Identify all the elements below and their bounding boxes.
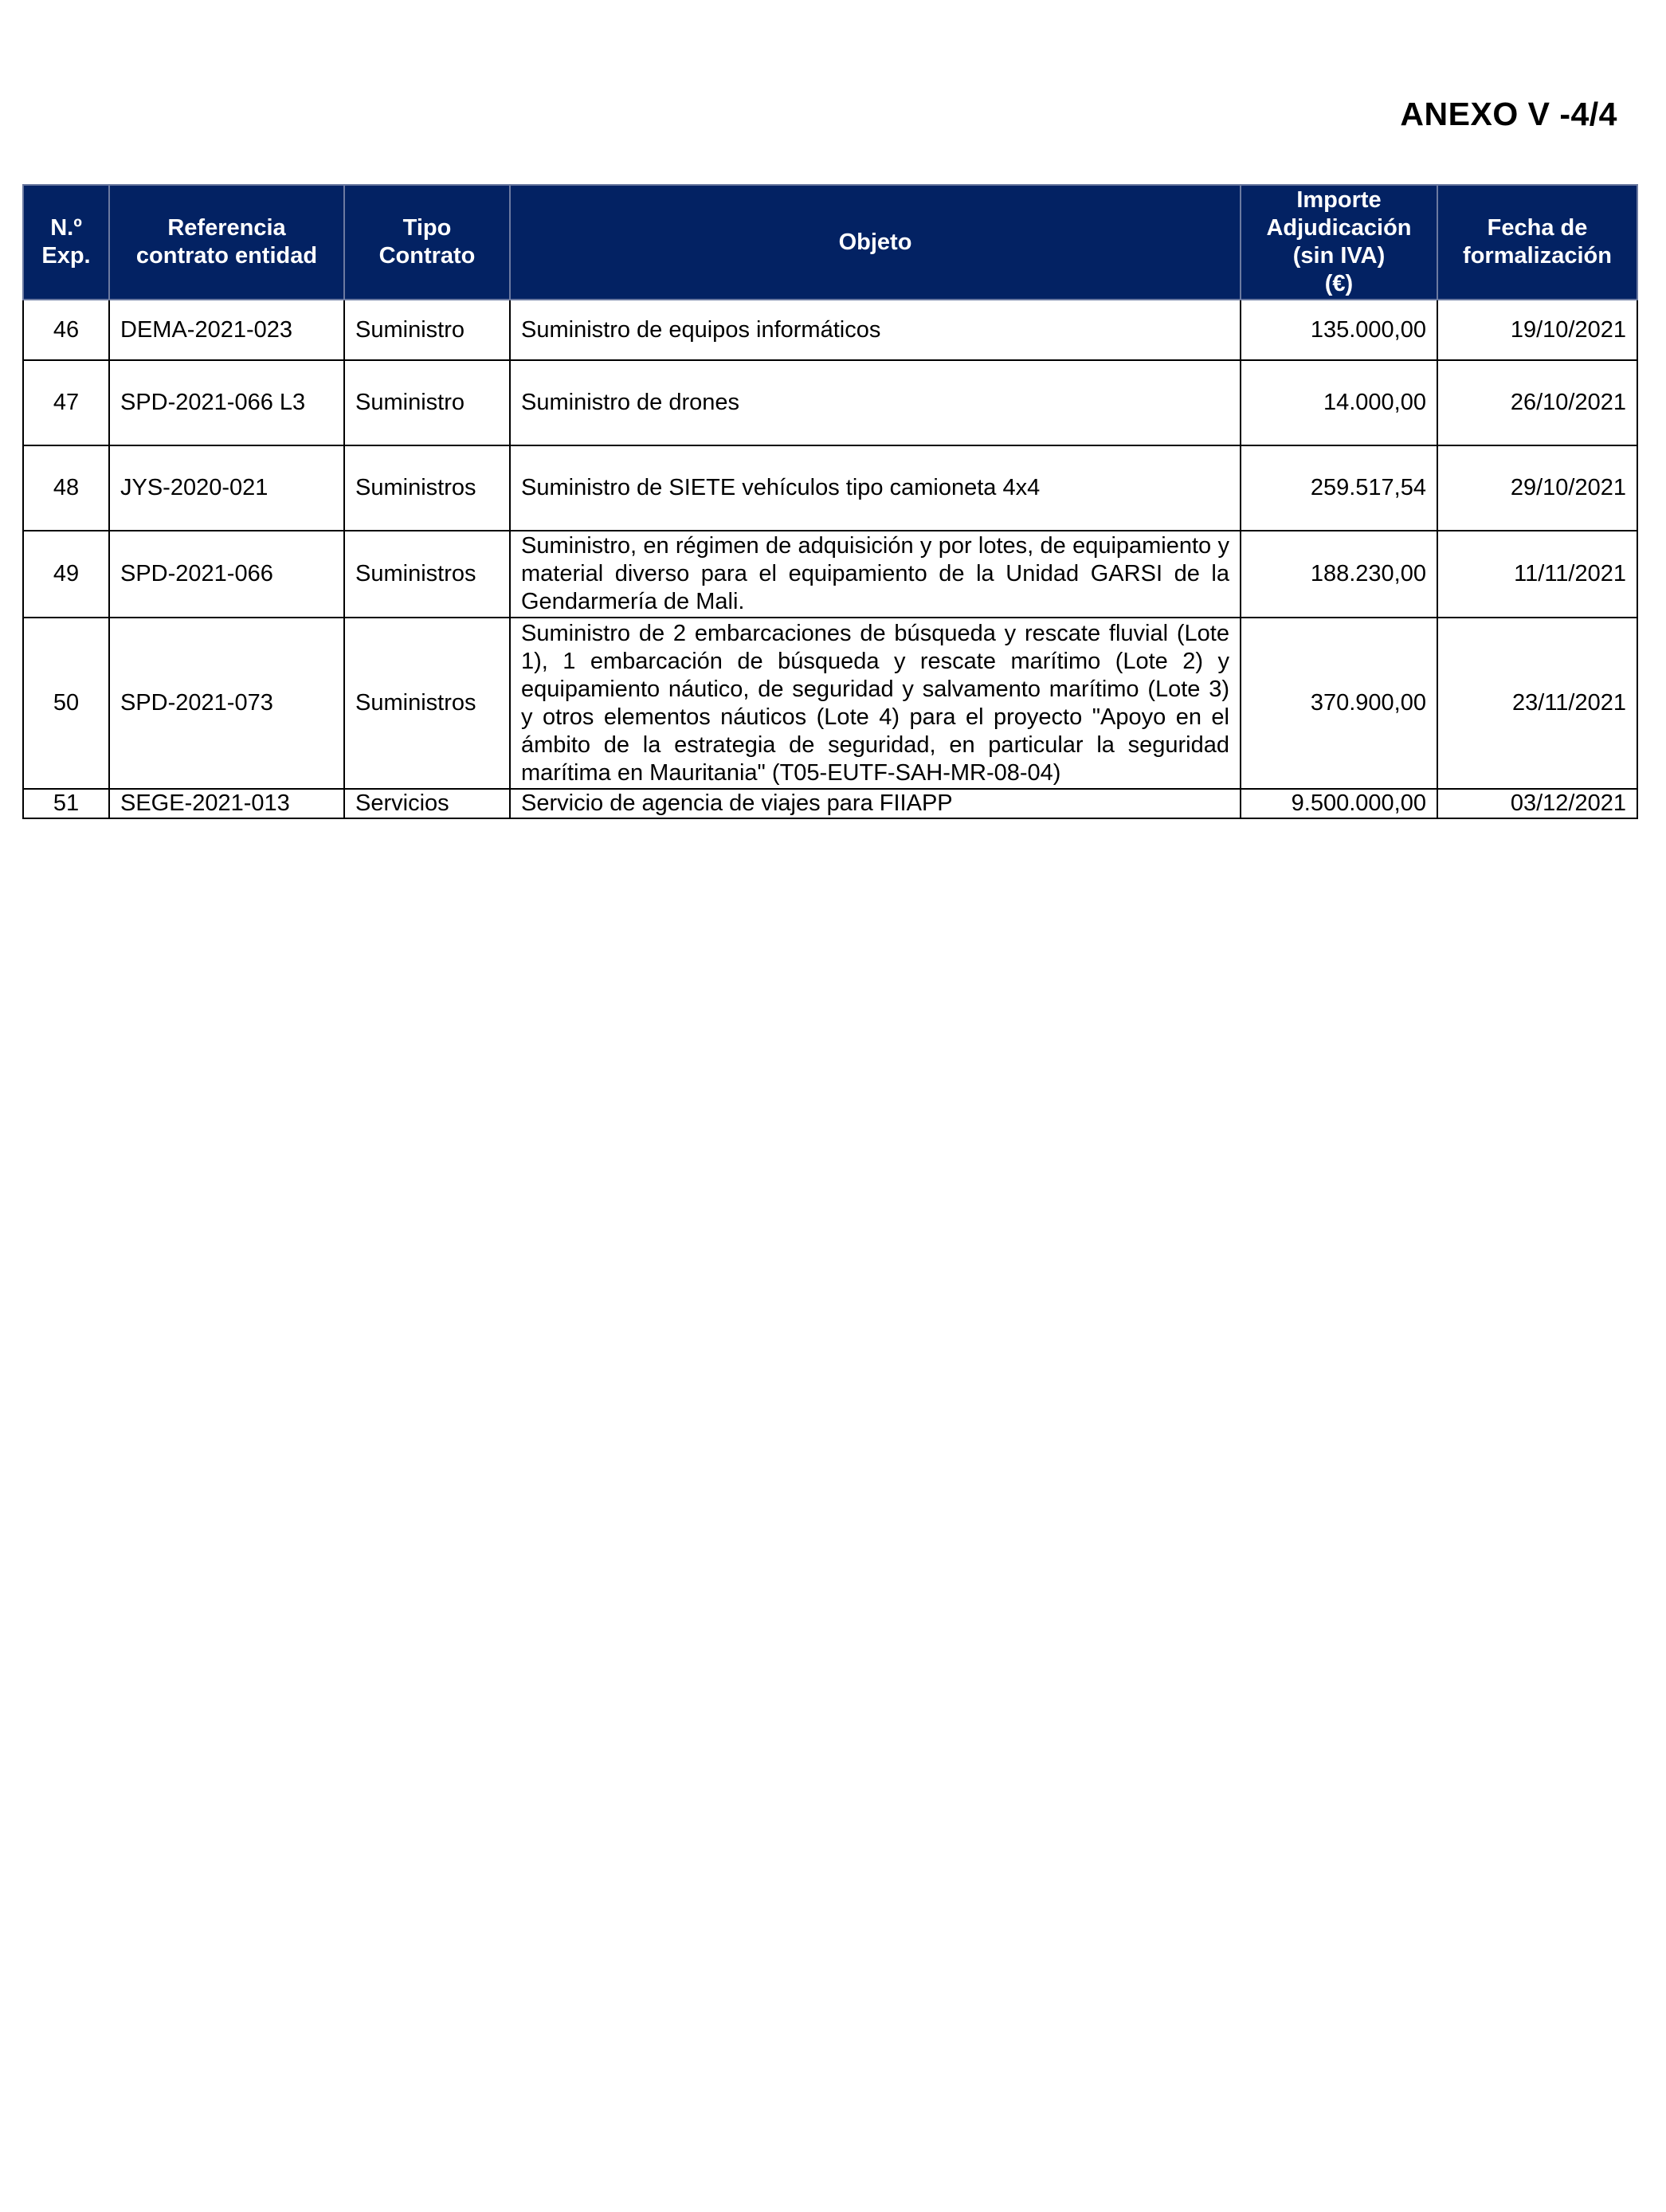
cell-num: 49 (23, 531, 109, 618)
cell-reference: SPD-2021-066 L3 (109, 360, 344, 445)
cell-reference: DEMA-2021-023 (109, 300, 344, 360)
cell-objeto: Suministro de equipos informáticos (510, 300, 1241, 360)
table-header-row (23, 185, 1637, 300)
cell-num: 48 (23, 445, 109, 531)
table-row (23, 618, 1637, 789)
cell-tipo: Suministros (344, 618, 510, 789)
cell-importe: 9.500.000,00 (1241, 789, 1437, 818)
cell-fecha: 03/12/2021 (1437, 789, 1637, 818)
cell-objeto: Suministro, en régimen de adquisición y por lotes, de equipamiento y material diverso para el equipamiento de la Unidad GARSI de la Gendarmería de Mali. (510, 531, 1241, 618)
header-fecha: Fecha de formalización (1437, 185, 1637, 300)
table-row (23, 789, 1637, 818)
cell-fecha: 19/10/2021 (1437, 300, 1637, 360)
header-importe: Importe Adjudicación (sin IVA) (€) (1241, 185, 1437, 300)
header-reference: Referencia contrato entidad (109, 185, 344, 300)
cell-reference: SPD-2021-073 (109, 618, 344, 789)
cell-importe: 14.000,00 (1241, 360, 1437, 445)
cell-num: 50 (23, 618, 109, 789)
cell-fecha: 26/10/2021 (1437, 360, 1637, 445)
page-title: ANEXO V -4/4 (1400, 96, 1617, 132)
cell-objeto: Suministro de SIETE vehículos tipo camioneta 4x4 (510, 445, 1241, 531)
contracts-table (22, 184, 1638, 819)
header-tipo: Tipo Contrato (344, 185, 510, 300)
cell-fecha: 11/11/2021 (1437, 531, 1637, 618)
header-num: N.º Exp. (23, 185, 109, 300)
cell-importe: 259.517,54 (1241, 445, 1437, 531)
cell-num: 47 (23, 360, 109, 445)
header-objeto: Objeto (510, 185, 1241, 300)
cell-tipo: Suministros (344, 531, 510, 618)
cell-tipo: Suministro (344, 360, 510, 445)
cell-objeto: Servicio de agencia de viajes para FIIAPP (510, 789, 1241, 818)
cell-reference: JYS-2020-021 (109, 445, 344, 531)
cell-importe: 370.900,00 (1241, 618, 1437, 789)
cell-objeto: Suministro de drones (510, 360, 1241, 445)
cell-fecha: 23/11/2021 (1437, 618, 1637, 789)
table-row (23, 360, 1637, 445)
cell-importe: 135.000,00 (1241, 300, 1437, 360)
cell-importe: 188.230,00 (1241, 531, 1437, 618)
cell-num: 51 (23, 789, 109, 818)
table-row (23, 531, 1637, 618)
cell-num: 46 (23, 300, 109, 360)
table-row (23, 445, 1637, 531)
cell-reference: SEGE-2021-013 (109, 789, 344, 818)
cell-reference: SPD-2021-066 (109, 531, 344, 618)
cell-tipo: Suministro (344, 300, 510, 360)
cell-tipo: Servicios (344, 789, 510, 818)
cell-fecha: 29/10/2021 (1437, 445, 1637, 531)
cell-tipo: Suministros (344, 445, 510, 531)
table-row (23, 300, 1637, 360)
cell-objeto: Suministro de 2 embarcaciones de búsqueda y rescate fluvial (Lote 1), 1 embarcación de búsqueda y rescate marítimo (Lote 2) y equipamiento náutico, de seguridad y salvamento marítimo (Lote 3) y otros elementos náuticos (Lote 4) para el proyecto "Apoyo en el ámbito de la estrategia de seguridad, en particular la seguridad marítima en Mauritania" (T05-EUTF-SAH-MR-08-04) (510, 618, 1241, 789)
